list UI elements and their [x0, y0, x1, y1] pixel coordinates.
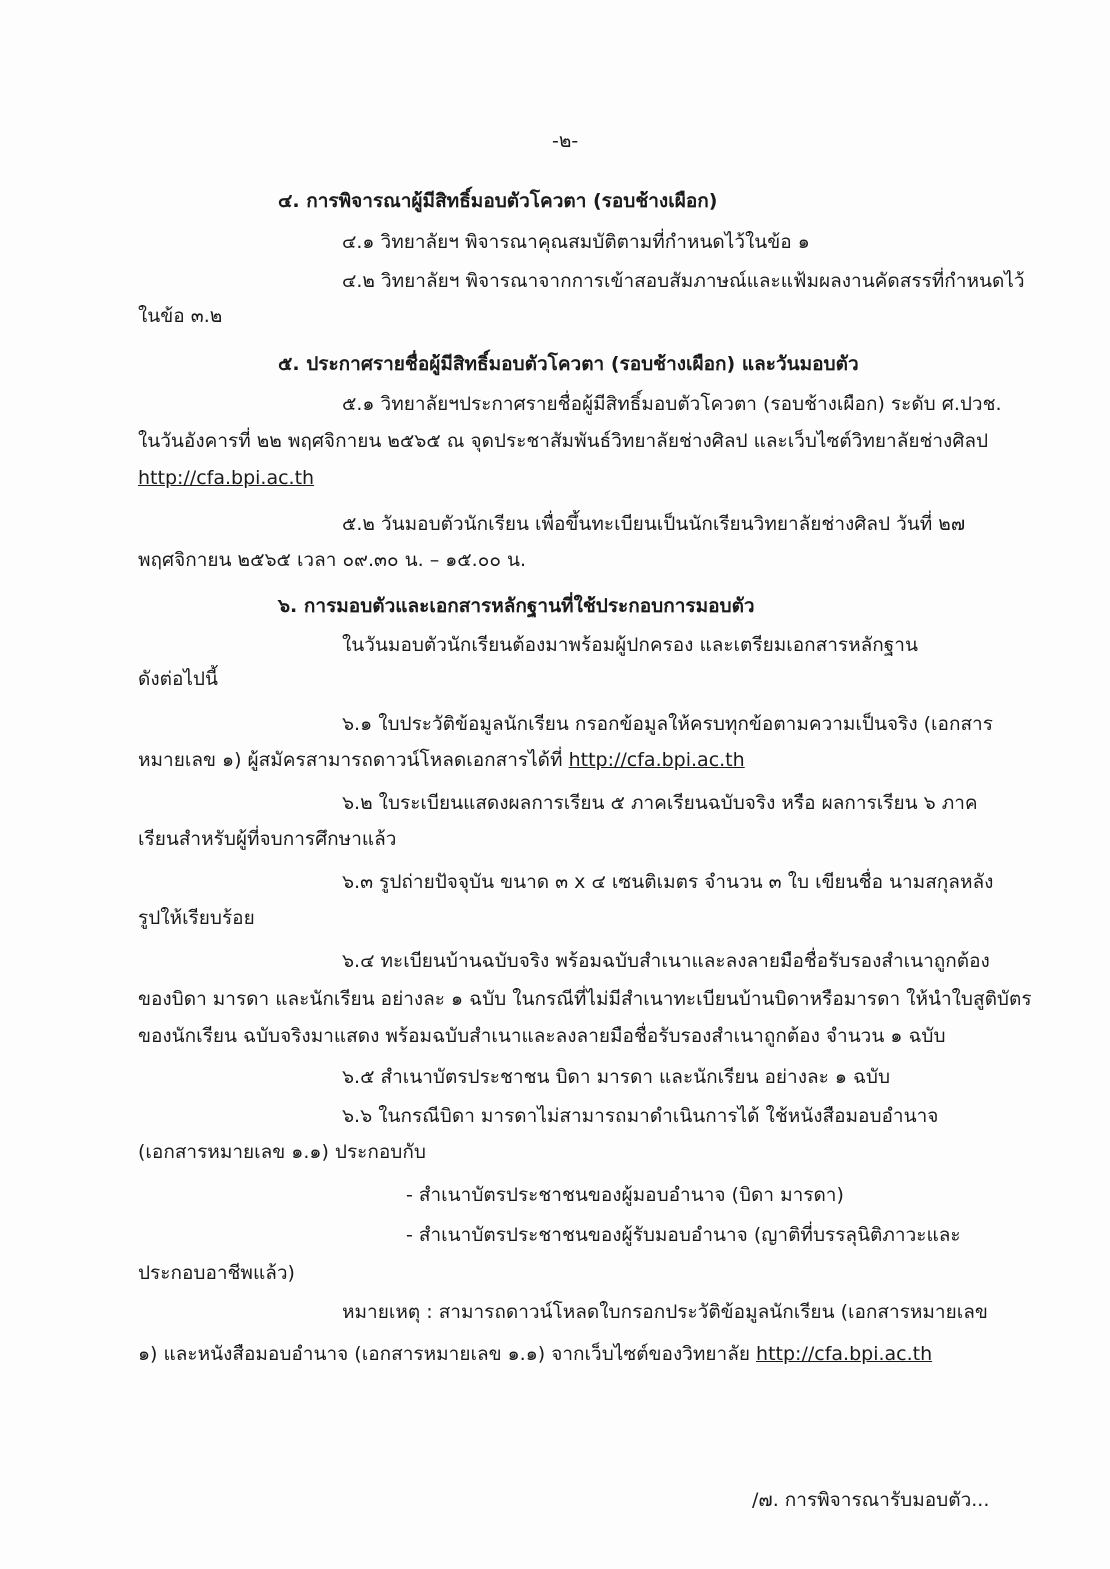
continuation-note: /๗. การพิจารณารับมอบตัว...	[752, 1489, 990, 1511]
section-4-2-line2: ในข้อ ๓.๒	[138, 305, 223, 327]
cfa-website-link-2[interactable]: http://cfa.bpi.ac.th	[568, 749, 745, 771]
item-6-4-line1: ๖.๔ ทะเบียนบ้านฉบับจริง พร้อมฉบับสำเนาและลงลายมือชื่อรับรองสำเนาถูกต้อง	[342, 950, 990, 972]
note-text: ๑) และหนังสือมอบอำนาจ (เอกสารหมายเลข ๑.๑) จากเว็บไซต์ของวิทยาลัย	[138, 1343, 750, 1365]
section-5-2-line1: ๕.๒ วันมอบตัวนักเรียน เพื่อขึ้นทะเบียนเป็นนักเรียนวิทยาลัยช่างศิลป วันที่ ๒๗	[342, 513, 966, 535]
item-6-2-line1: ๖.๒ ใบระเบียนแสดงผลการเรียน ๕ ภาคเรียนฉบับจริง หรือ ผลการเรียน ๖ ภาค	[342, 792, 978, 814]
note-line2	[138, 1341, 932, 1367]
note-line1: หมายเหตุ : สามารถดาวน์โหลดใบกรอกประวัติข้อมูลนักเรียน (เอกสารหมายเลข	[342, 1301, 988, 1323]
item-6-3-line1: ๖.๓ รูปถ่ายปัจจุบัน ขนาด ๓ x ๔ เซนติเมตร จำนวน ๓ ใบ เขียนชื่อ นามสกุลหลัง	[342, 871, 994, 893]
section-4-1: ๔.๑ วิทยาลัยฯ พิจารณาคุณสมบัติตามที่กำหนดไว้ในข้อ ๑	[342, 231, 810, 253]
cfa-website-link-1[interactable]: http://cfa.bpi.ac.th	[138, 467, 315, 489]
dash-item-2-line2: ประกอบอาชีพแล้ว)	[138, 1262, 295, 1284]
section-5-2-line2: พฤศจิกายน ๒๕๖๕ เวลา ๐๙.๓๐ น. – ๑๕.๐๐ น.	[138, 549, 526, 571]
dash-item-1: - สำเนาบัตรประชาชนของผู้มอบอำนาจ (บิดา มารดา)	[406, 1184, 844, 1206]
section-5-heading: ๕. ประกาศรายชื่อผู้มีสิทธิ์มอบตัวโควตา (รอบช้างเผือก) และวันมอบตัว	[278, 353, 859, 375]
section-4-2-line1: ๔.๒ วิทยาลัยฯ พิจารณาจากการเข้าสอบสัมภาษณ์และแฟ้มผลงานคัดสรรที่กำหนดไว้	[342, 270, 1025, 292]
item-6-6-line2: (เอกสารหมายเลข ๑.๑) ประกอบกับ	[138, 1141, 426, 1163]
item-6-3-line2: รูปให้เรียบร้อย	[138, 907, 255, 929]
item-6-2-line2: เรียนสำหรับผู้ที่จบการศึกษาแล้ว	[138, 828, 397, 850]
item-6-1-line2	[138, 747, 745, 773]
section-4-heading: ๔. การพิจารณาผู้มีสิทธิ์มอบตัวโควตา (รอบช้างเผือก)	[278, 190, 718, 212]
section-5-1-line2: ในวันอังคารที่ ๒๒ พฤศจิกายน ๒๕๖๕ ณ จุดประชาสัมพันธ์วิทยาลัยช่างศิลป และเว็บไซต์วิทยาลัยช่างศิลป	[138, 430, 989, 452]
item-6-6-line1: ๖.๖ ในกรณีบิดา มารดาไม่สามารถมาดำเนินการได้ ใช้หนังสือมอบอำนาจ	[342, 1105, 939, 1127]
item-6-5: ๖.๕ สำเนาบัตรประชาชน บิดา มารดา และนักเรียน อย่างละ ๑ ฉบับ	[342, 1066, 891, 1088]
section-6-intro-line2: ดังต่อไปนี้	[138, 668, 218, 690]
item-6-4-line3: ของนักเรียน ฉบับจริงมาแสดง พร้อมฉบับสำเนาและลงลายมือชื่อรับรองสำเนาถูกต้อง จำนวน ๑ ฉบับ	[138, 1025, 946, 1047]
section-5-1-line1: ๕.๑ วิทยาลัยฯประกาศรายชื่อผู้มีสิทธิ์มอบตัวโควตา (รอบช้างเผือก) ระดับ ศ.ปวช.	[342, 393, 1002, 415]
dash-item-2-line1: - สำเนาบัตรประชาชนของผู้รับมอบอำนาจ (ญาติที่บรรลุนิติภาวะและ	[406, 1224, 961, 1246]
item-6-1-text: หมายเลข ๑) ผู้สมัครสามารถดาวน์โหลดเอกสารได้ที่	[138, 749, 563, 771]
page-number: -๒-	[552, 130, 579, 152]
cfa-website-link-3[interactable]: http://cfa.bpi.ac.th	[756, 1343, 933, 1365]
item-6-1-line1: ๖.๑ ใบประวัติข้อมูลนักเรียน กรอกข้อมูลให้ครบทุกข้อตามความเป็นจริง (เอกสาร	[342, 713, 993, 735]
section-6-heading: ๖. การมอบตัวและเอกสารหลักฐานที่ใช้ประกอบการมอบตัว	[278, 595, 755, 617]
section-6-intro-line1: ในวันมอบตัวนักเรียนต้องมาพร้อมผู้ปกครอง และเตรียมเอกสารหลักฐาน	[342, 634, 918, 656]
item-6-4-line2: ของบิดา มารดา และนักเรียน อย่างละ ๑ ฉบับ ในกรณีที่ไม่มีสำเนาทะเบียนบ้านบิดาหรือมารดา ให้นำใบสูติบัตร	[138, 988, 1032, 1010]
